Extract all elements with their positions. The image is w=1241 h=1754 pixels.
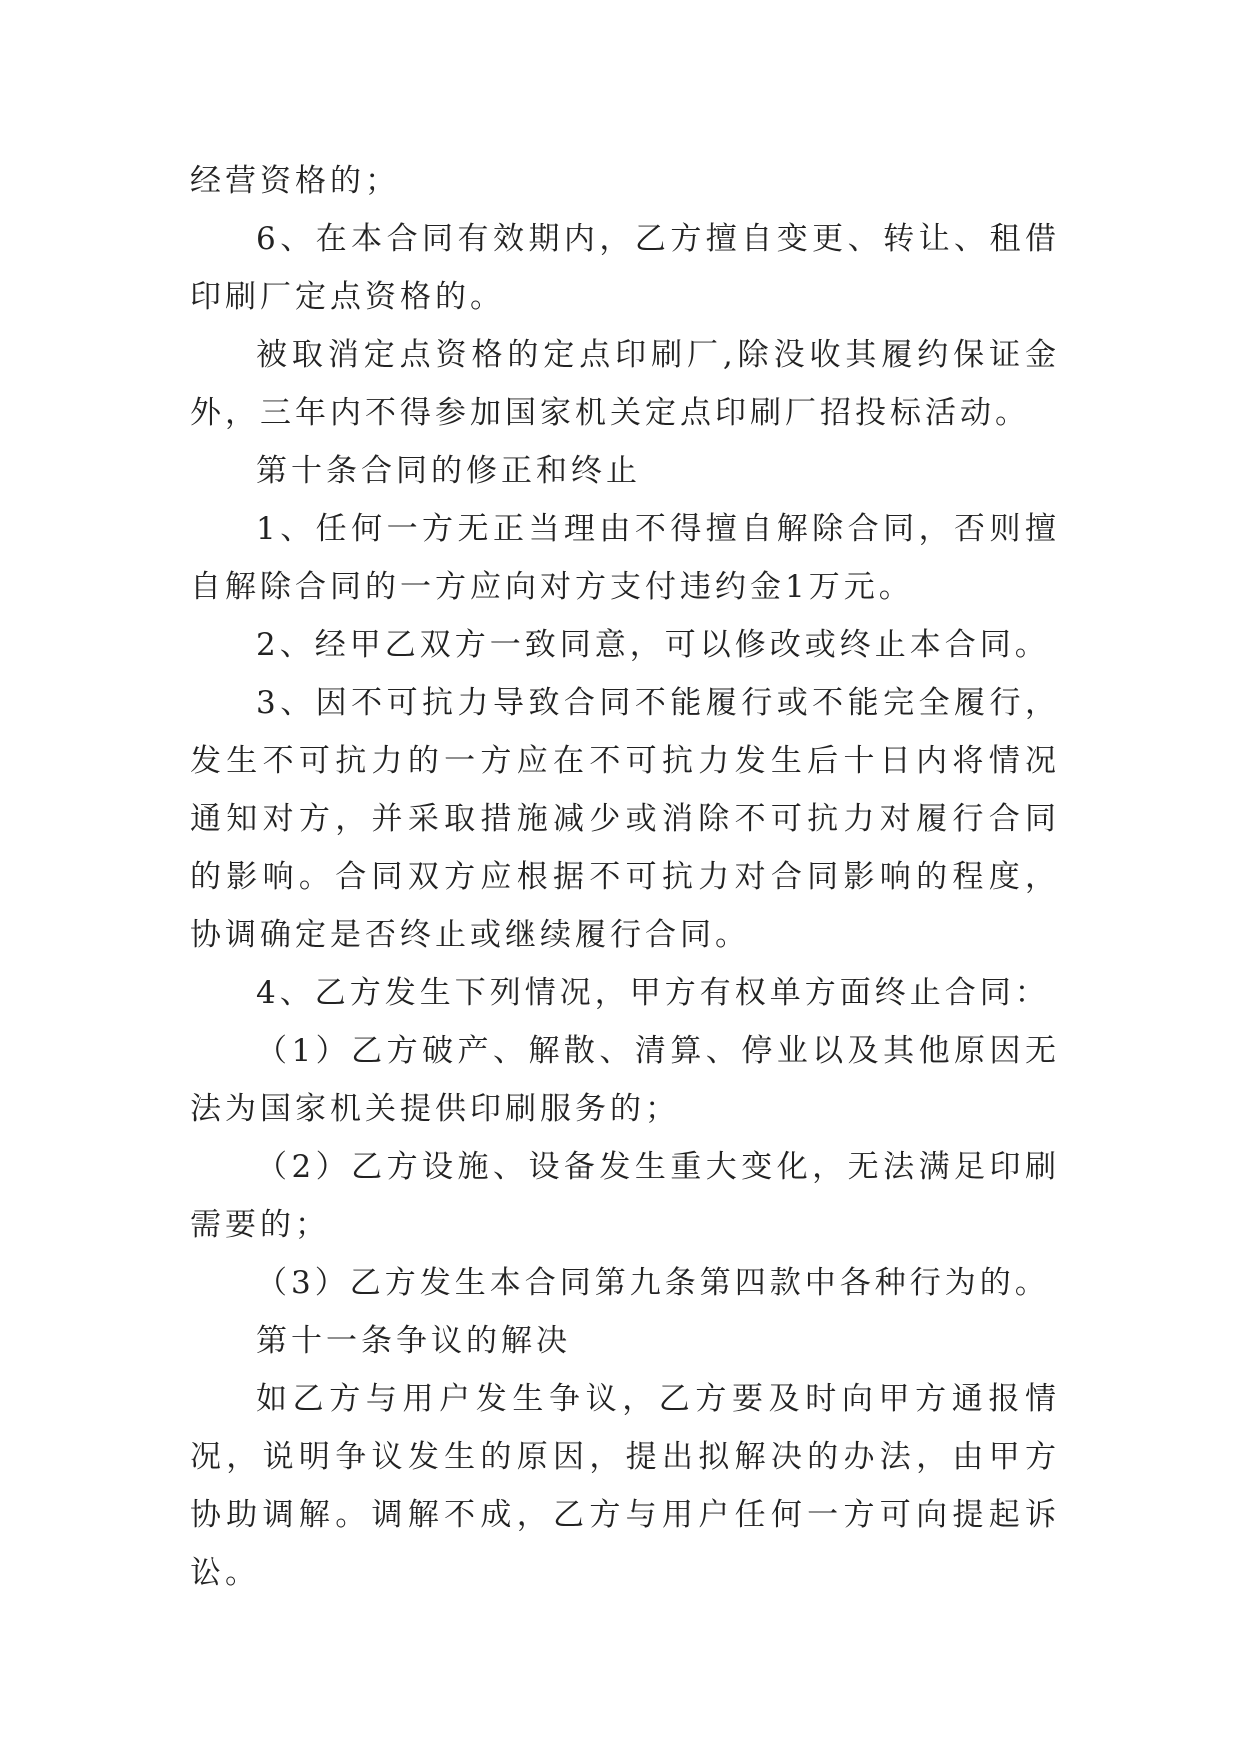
document-body xyxy=(190,152,1060,1602)
clause-item-6: 6、在本合同有效期内，乙方擅自变更、转让、租借印刷厂定点资格的。 xyxy=(190,221,1060,315)
article-10-heading: 第十条合同的修正和终止 xyxy=(256,453,641,489)
article-11-body: 如乙方与用户发生争议，乙方要及时向甲方通报情况，说明争议发生的原因，提出拟解决的办法，由甲方协助调解。调解不成，乙方与用户任何一方可向提起诉讼。 xyxy=(190,1381,1060,1591)
article-11-heading: 第十一条争议的解决 xyxy=(256,1323,571,1359)
article-10-subitem-3: （3）乙方发生本合同第九条第四款中各种行为的。 xyxy=(256,1265,1050,1301)
disqualification-paragraph: 被取消定点资格的定点印刷厂,除没收其履约保证金外，三年内不得参加国家机关定点印刷厂招投标活动。 xyxy=(190,337,1060,431)
article-10-subitem-2: （2）乙方设施、设备发生重大变化，无法满足印刷需要的； xyxy=(190,1149,1060,1243)
paragraph-continuation: 经营资格的； xyxy=(190,163,400,199)
article-10-item-3: 3、因不可抗力导致合同不能履行或不能完全履行，发生不可抗力的一方应在不可抗力发生后十日内将情况通知对方，并采取措施减少或消除不可抗力对履行合同的影响。合同双方应根据不可抗力对合同影响的程度，协调确定是否终止或继续履行合同。 xyxy=(190,685,1060,953)
article-10-item-4: 4、乙方发生下列情况，甲方有权单方面终止合同： xyxy=(256,975,1050,1011)
article-10-item-2: 2、经甲乙双方一致同意，可以修改或终止本合同。 xyxy=(256,627,1050,663)
article-10-subitem-1: （1）乙方破产、解散、清算、停业以及其他原因无法为国家机关提供印刷服务的； xyxy=(190,1033,1060,1127)
article-10-item-1: 1、任何一方无正当理由不得擅自解除合同，否则擅自解除合同的一方应向对方支付违约金1万元。 xyxy=(190,511,1060,605)
